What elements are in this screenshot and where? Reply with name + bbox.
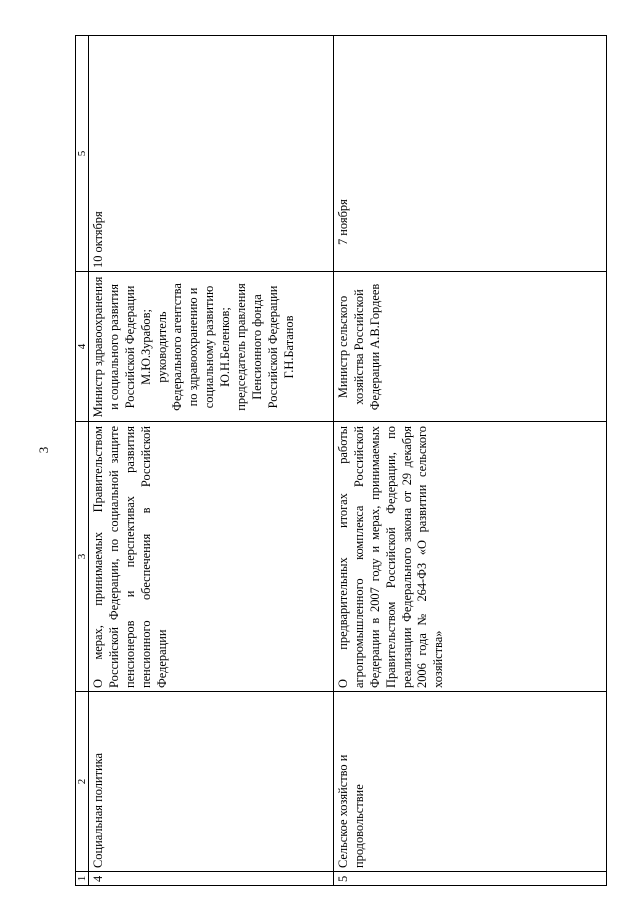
table-row <box>89 36 334 886</box>
table-row <box>334 36 607 886</box>
row-question: О предварительных итогах работы агропромышленного комплекса Российской Федерации в 2007 году и мерах, принимаемых Правительством Российской Федерации, по реализации Федерального закона от 29 декабря 2006 года № 264-ФЗ «О развитии сельского хозяйства» <box>334 422 607 692</box>
row-question: О мерах, принимаемых Правительством Российской Федерации, по социальной защите пенсионеров и перспективах развития пенсионного обеспечения в Российской Федерации <box>89 422 334 692</box>
row-number: 5 <box>334 872 607 886</box>
row-date: 10 октября <box>89 36 334 272</box>
header-cell-3: 3 <box>76 422 89 692</box>
row-topic: Социальная политика <box>89 692 334 872</box>
header-cell-5: 5 <box>76 36 89 272</box>
table-wrapper <box>75 36 607 886</box>
header-cell-1: 1 <box>76 872 89 886</box>
table-rotation-frame <box>75 36 607 886</box>
row-topic: Сельское хозяйство и продовольствие <box>334 692 607 872</box>
row-number: 4 <box>89 872 334 886</box>
page-number: 3 <box>36 446 51 454</box>
row-date: 7 ноября <box>334 36 607 272</box>
row-responsible: Министр здравоохранения и социального развития Российской Федерации М.Ю.Зурабов; руководитель Федерального агентства по здравоохранению и социальному развитию Ю.Н.Беленков; председатель правления Пенсионного фонда Российской Федерации Г.Н.Батанов <box>89 272 334 422</box>
agenda-table <box>75 35 607 886</box>
header-cell-2: 2 <box>76 692 89 872</box>
header-cell-4: 4 <box>76 272 89 422</box>
header-row <box>76 36 89 886</box>
row-responsible: Министр сельского хозяйства Российской Федерации А.В.Гордеев <box>334 272 607 422</box>
